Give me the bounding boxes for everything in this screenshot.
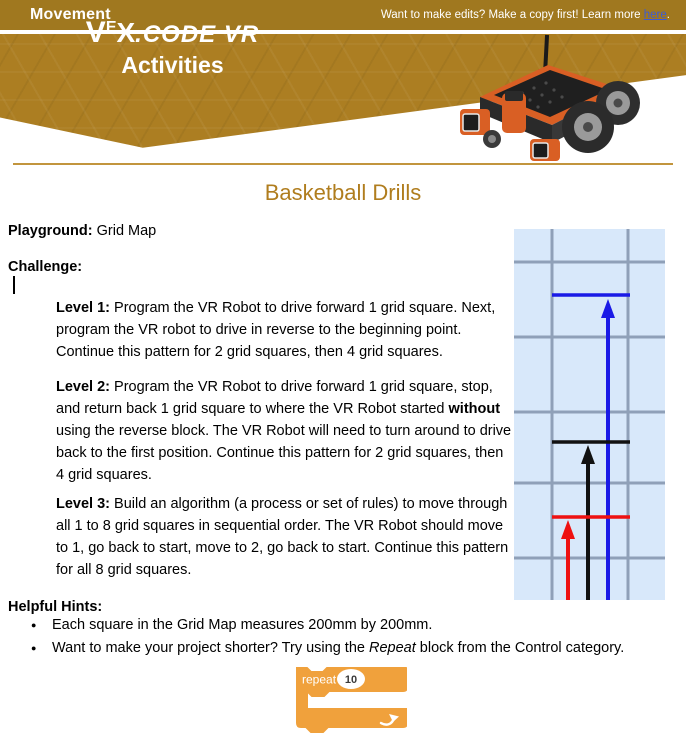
- helpful-hints-list: [0, 614, 670, 659]
- hint-item-grid-size: ● Each square in the Grid Map measures 200mm by 200mm.: [0, 614, 670, 637]
- page-title: Basketball Drills: [264, 180, 422, 205]
- logo-letter-x: X: [116, 17, 136, 48]
- vr-robot-image: [452, 33, 647, 163]
- repeat-block-label: repeat: [302, 672, 337, 687]
- helpful-hints-heading: Helpful Hints:: [8, 599, 103, 615]
- edit-notice-period: .: [666, 9, 670, 21]
- repeat-count-value: 10: [344, 674, 358, 686]
- robot-caster-hub: [488, 135, 496, 143]
- robot-left-sensor: [460, 109, 490, 135]
- repeat-block-figure[interactable]: [293, 667, 407, 733]
- edit-notice-text: Want to make edits? Make a copy first! Learn more: [380, 9, 644, 21]
- level-1-paragraph: Level 1: Program the VR Robot to drive forward 1 grid square. Next, program the VR robot to drive in reverse to the beginning point. Continue this pattern for 2 grid squares, then 4 grid squares.: [56, 300, 496, 360]
- challenge-heading: Challenge:: [8, 259, 83, 275]
- hint-item-repeat-block: ● Want to make your project shorter? Try using the Repeat block from the Control category.: [0, 637, 670, 660]
- text-caret: [13, 276, 15, 294]
- robot-bottom-sensor: [530, 139, 560, 161]
- vexcode-logo: [15, 16, 330, 79]
- grid-map-figure[interactable]: [514, 229, 665, 600]
- robot-wheel-front: [562, 101, 614, 153]
- logo-letter-v: V: [85, 16, 106, 49]
- level-3-paragraph: Level 3: Build an algorithm (a process or set of rules) to move through all 1 to 8 grid squares in sequential order. The VR Robot should move to 1, go back to start, move to 2, go back to start. Continue this pattern for all 8 grid squares.: [56, 496, 509, 578]
- doc-category-title: Movement: [30, 6, 111, 23]
- playground-line: Playground: Grid Map: [8, 223, 157, 239]
- banner-subtitle: Activities: [121, 52, 224, 78]
- robot-mid-module: [502, 91, 526, 133]
- vexcode-logo-text: [15, 16, 330, 50]
- gold-divider: [13, 163, 673, 165]
- logo-code-vr: .CODE VR: [135, 21, 260, 48]
- level-2-paragraph: Level 2: Program the VR Robot to drive forward 1 grid square, stop, and return back 1 grid square to where the VR Robot started without using the reverse block. The VR Robot will need to turn around to drive back to the first position. Continue this pattern for 2 grid squares, then 4 grid squares.: [56, 379, 512, 483]
- edit-notice: [381, 9, 670, 21]
- logo-letter-e: E: [105, 19, 117, 36]
- learn-more-link[interactable]: here: [643, 9, 667, 21]
